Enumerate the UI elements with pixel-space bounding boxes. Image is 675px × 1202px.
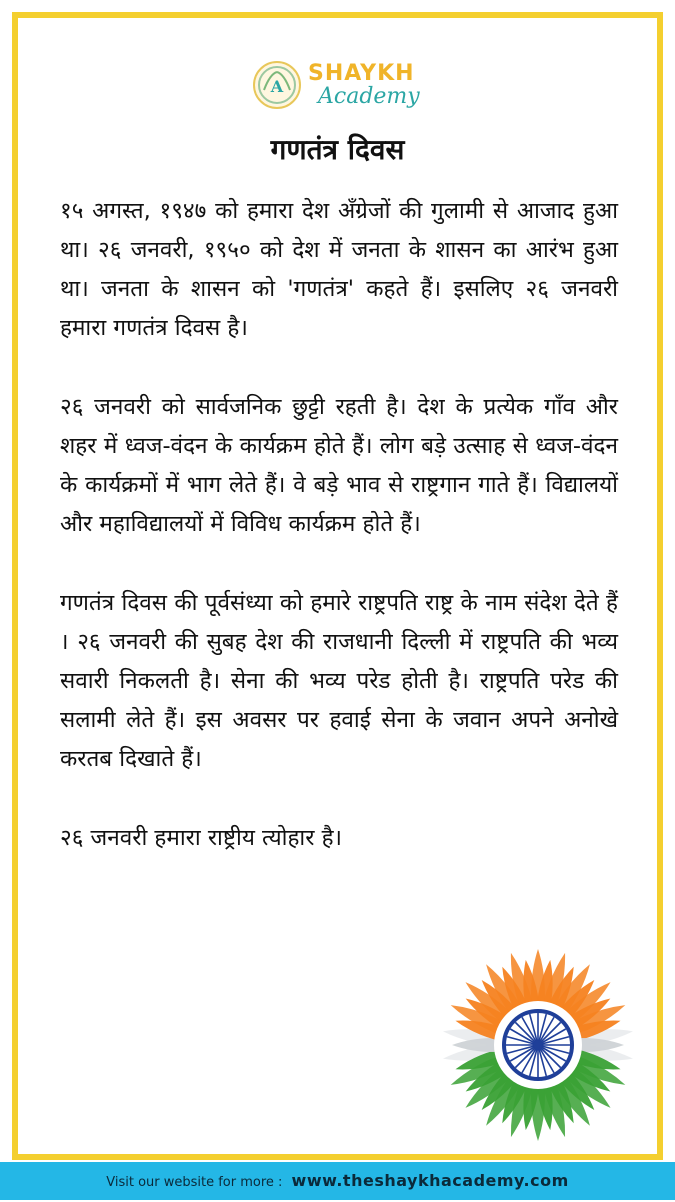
- footer-bar: [0, 1162, 675, 1200]
- paragraph-2: २६ जनवरी को सार्वजनिक छुट्टी रहती है। देश के प्रत्येक गाँव और शहर में ध्वज-वंदन के कार्यक्रम होते हैं। लोग बड़े उत्साह से ध्वज-वंदन के कार्यक्रमों में भाग लेते हैं। वे बड़े भाव से राष्ट्रगान गाते हैं। विद्यालयों और महाविद्यालयों में विविध कार्यक्रम होते हैं।: [60, 394, 618, 537]
- website-link[interactable]: www.theshaykhacademy.com: [291, 1171, 569, 1190]
- essay-body: [60, 192, 618, 898]
- tricolor-flower-icon: [438, 945, 638, 1145]
- logo-shaykh-text: SHAYKH: [308, 61, 415, 86]
- logo-academy-text: Academy: [318, 84, 420, 109]
- page-title: गणतंत्र दिवस: [270, 133, 405, 166]
- paragraph-3: गणतंत्र दिवस की पूर्वसंध्या को हमारे राष्ट्रपति राष्ट्र के नाम संदेश देते हैं । २६ जनवरी की सुबह देश की राजधानी दिल्ली में राष्ट्रपति की भव्य सवारी निकलती है। सेना की भव्य परेड होती है। राष्ट्रपति परेड की सलामी लेते हैं। इस अवसर पर हवाई सेना के जवान अपने अनोखे करतब दिखाते हैं।: [60, 590, 618, 772]
- paragraph-1: १५ अगस्त, १९४७ को हमारा देश अँग्रेजों की गुलामी से आजाद हुआ था। २६ जनवरी, १९५० को देश में जनता के शासन का आरंभ हुआ था। जनता के शासन को 'गणतंत्र' कहते हैं। इसलिए २६ जनवरी हमारा गणतंत्र दिवस है।: [60, 198, 618, 341]
- paragraph-4: २६ जनवरी हमारा राष्ट्रीय त्योहार है।: [60, 825, 343, 851]
- logo-badge-letter: A: [270, 77, 284, 96]
- logo-badge-icon: [252, 60, 302, 110]
- academy-logo[interactable]: [252, 60, 432, 110]
- footer-label: Visit our website for more :: [106, 1175, 283, 1190]
